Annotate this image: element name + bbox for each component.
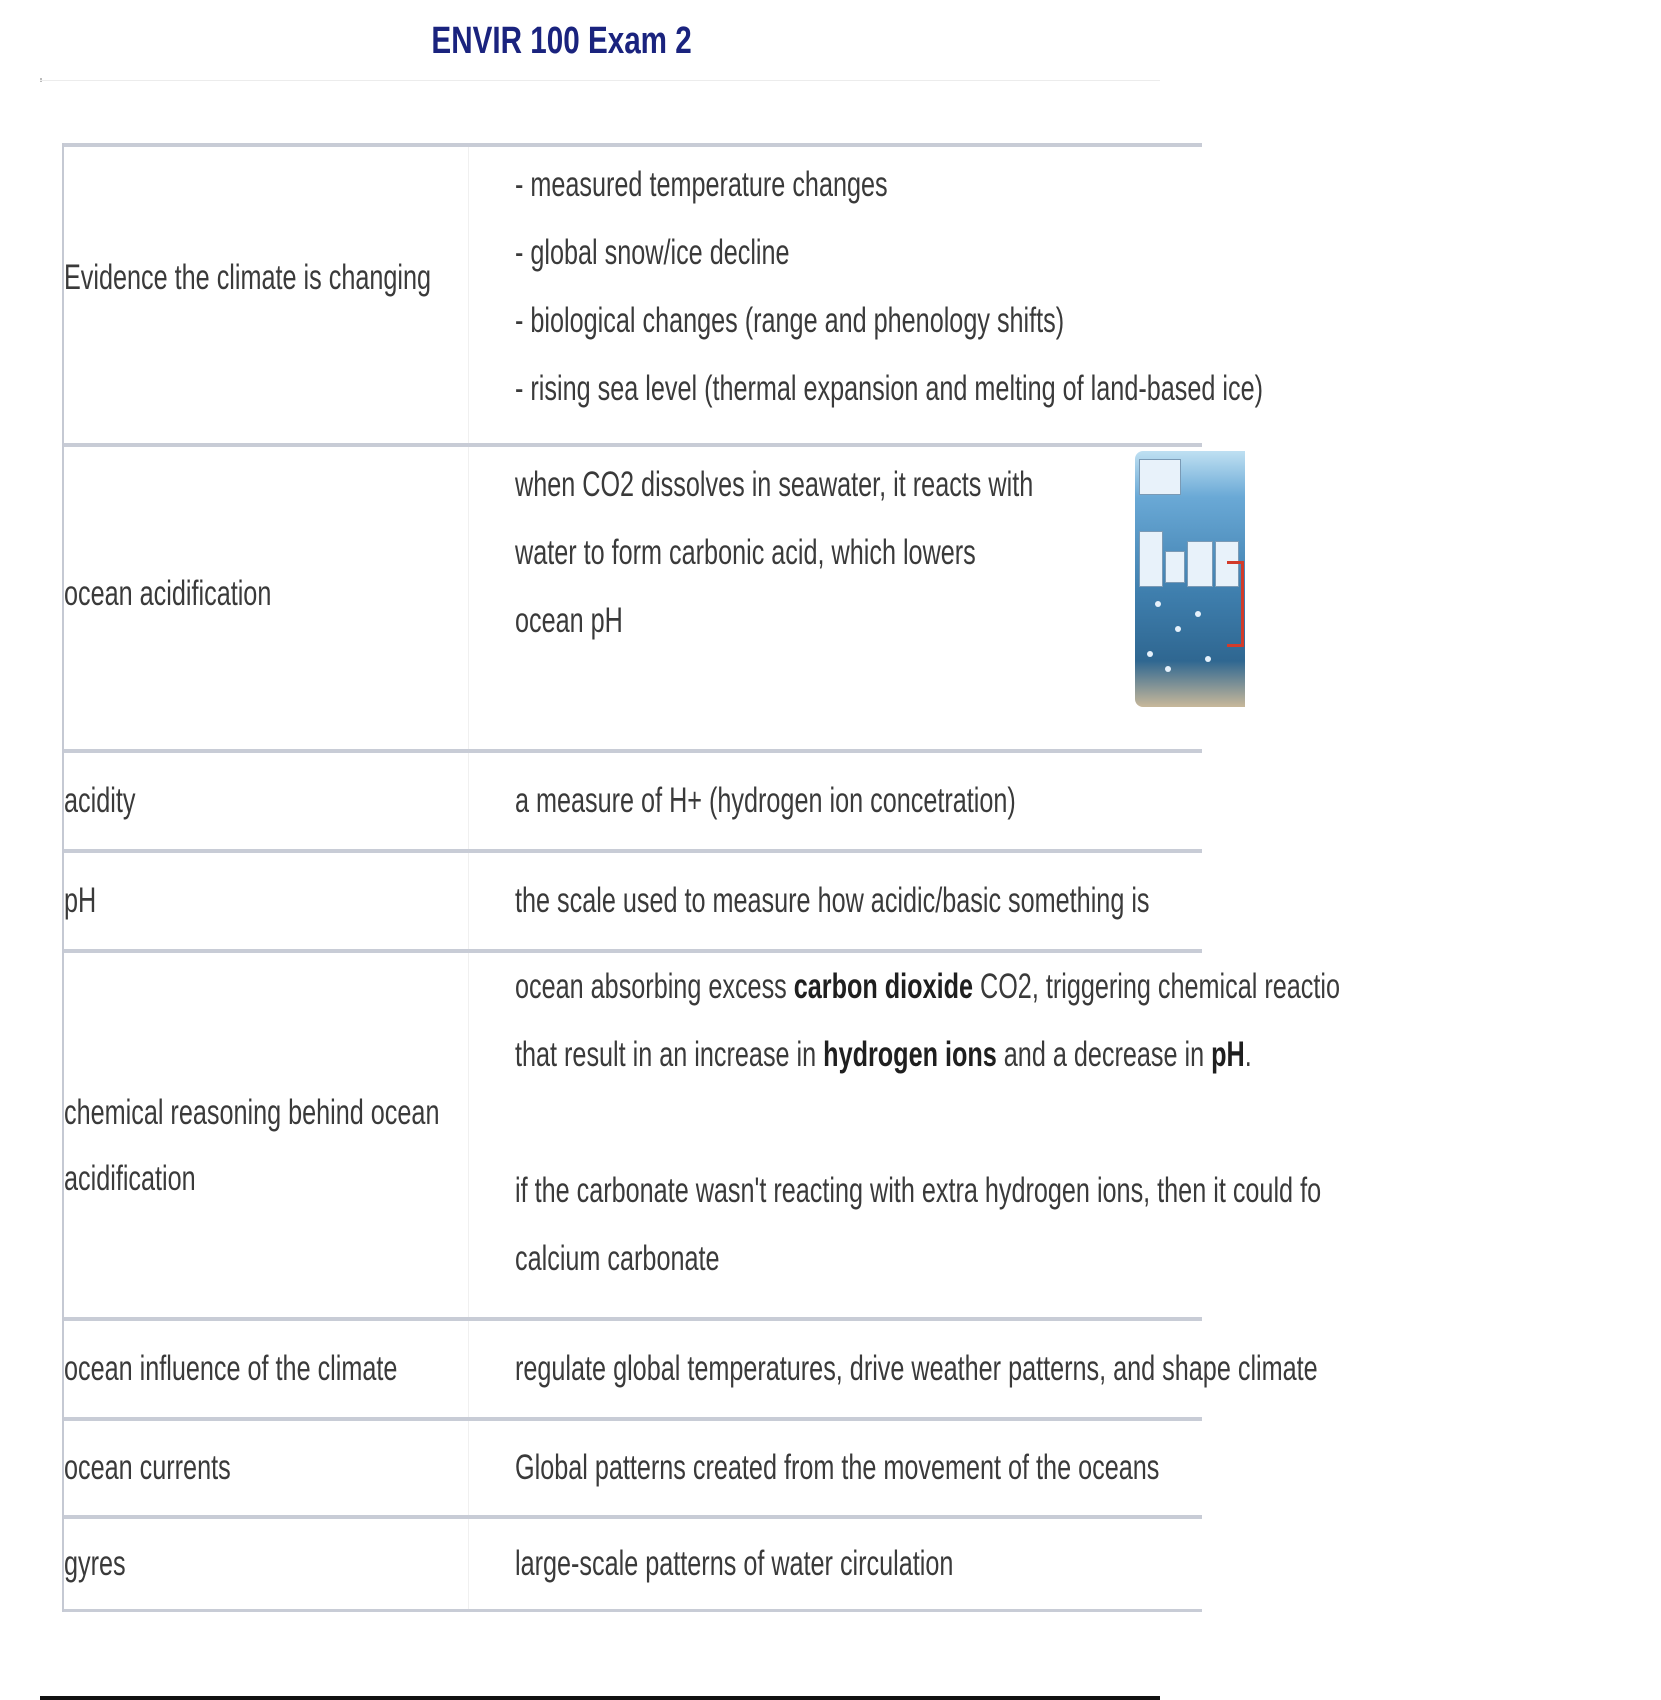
flashcard-table [62,143,1340,1612]
definition-line: - measured temperature changes [515,165,888,204]
card-definition [469,1519,1202,1609]
definition-line: regulate global temperatures, drive weather patterns, and shape climate [515,1349,1318,1388]
card-definition [469,1321,1630,1417]
flashcard-row [64,949,1340,1317]
card-term: Evidence the climate is changing [64,147,469,443]
card-definition [469,853,1396,949]
bottom-divider [40,1696,1160,1700]
card-definition [469,753,1211,849]
card-definition [469,147,1554,443]
card-term: ocean currents [64,1421,469,1515]
card-definition [469,953,1661,1317]
card-term: ocean influence of the climate [64,1321,469,1417]
card-term: acidity [64,753,469,849]
card-term: gyres [64,1519,469,1609]
card-definition [469,1421,1410,1515]
blank-line [515,1089,1661,1157]
definition-line: if the carbonate wasn't reacting with extra hydrogen ions, then it could fo [515,1171,1322,1210]
flashcard-row [64,1317,1318,1417]
flashcard-row [64,1417,1202,1515]
definition-line: the scale used to measure how acidic/basic something is [515,881,1150,920]
definition-line: a measure of H+ (hydrogen ion concetration) [515,781,1016,820]
flashcard-row [64,143,1263,443]
flashcard-row [64,443,1202,749]
card-term: pH [64,853,469,949]
flashcard-row [64,849,1202,949]
page-title: ENVIR 100 Exam 2 [431,20,692,62]
card-definition [469,447,1235,749]
ocean-acidification-diagram-image [1135,451,1245,707]
definition-line: ocean pH [515,601,623,640]
definition-line: that result in an increase in hydrogen ions and a decrease in pH. [515,1035,1252,1074]
definition-line: - global snow/ice decline [515,233,790,272]
definition-line: large-scale patterns of water circulation [515,1544,954,1583]
card-term: chemical reasoning behind ocean acidification [64,953,469,1317]
flashcard-row [64,749,1202,849]
flashcard-row [64,1515,1202,1612]
definition-line: Global patterns created from the movement of the oceans [515,1448,1160,1487]
definition-line: ocean absorbing excess carbon dioxide CO2, triggering chemical reactio [515,967,1340,1006]
definition-line: - biological changes (range and phenology shifts) [515,301,1065,340]
definition-line: calcium carbonate [515,1239,720,1278]
card-term: ocean acidification [64,447,469,749]
definition-line: when CO2 dissolves in seawater, it reacts with [515,465,1034,504]
definition-line: water to form carbonic acid, which lowers [515,533,976,572]
definition-line: - rising sea level (thermal expansion and melting of land-based ice) [515,369,1263,408]
title-divider [40,80,1160,81]
